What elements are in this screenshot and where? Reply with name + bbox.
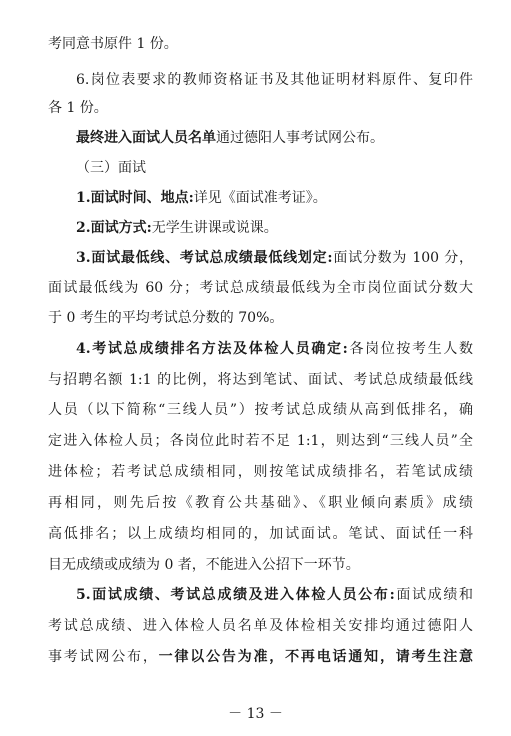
text-line: [48, 493, 473, 513]
text-line: [48, 308, 473, 328]
line-text: 考同意书原件 1 份。: [48, 36, 178, 52]
bold-heading: 1.面试时间、地点:: [76, 190, 194, 206]
line-text: 面试成绩和: [394, 587, 473, 603]
text-line: [76, 128, 473, 148]
line-text: 通过德阳人事考试网公布。: [216, 130, 384, 146]
line-text: 事考试网公布，: [48, 649, 159, 665]
bold-heading: 最终进入面试人员名单: [76, 130, 216, 146]
line-text: 6.岗位表要求的教师资格证书及其他证明材料原件、复印件: [76, 72, 473, 88]
line-text: 定进入体检人员；各岗位此时若不足 1:1，则达到“三线人员”全: [48, 433, 473, 449]
bold-notice: 一律以公告为准，不再电话通知，请考生注意: [158, 649, 473, 665]
line-text: 面试分数为 100 分，: [332, 250, 473, 266]
line-text: 各岗位按考生人数: [347, 341, 473, 357]
text-line: [48, 555, 473, 575]
line-text: 各 1 份。: [48, 100, 108, 116]
text-line: [48, 462, 473, 482]
text-line: [48, 98, 473, 118]
line-text: 进体检；若考试总成绩相同，则按笔试成绩排名，若笔试成绩: [48, 464, 473, 480]
text-line: [76, 188, 473, 208]
text-line: [48, 431, 473, 451]
bold-heading: 3.面试最低线、考试总成绩最低线划定:: [76, 250, 333, 266]
text-line: [76, 218, 473, 238]
line-text: 与招聘名额 1:1 的比例，将达到笔试、面试、考试总成绩最低线: [48, 372, 473, 388]
line-text: 再相同，则先后按《教育公共基础》、《职业倾向素质》成绩: [48, 495, 473, 511]
text-line: [48, 524, 473, 544]
line-text: 考试总成绩、进入体检人员名单及体检相关安排均通过德阳人: [48, 618, 473, 634]
text-line: [48, 616, 473, 636]
text-line: [48, 370, 473, 390]
text-line: [48, 400, 473, 420]
text-line: [76, 248, 473, 268]
text-line: [48, 278, 473, 298]
bold-heading: 4.考试总成绩排名方法及体检人员确定:: [76, 341, 348, 357]
text-line: [76, 70, 473, 90]
line-text: 详见《面试准考证》。: [193, 190, 327, 206]
text-line: [76, 339, 473, 359]
page-number: － 13 －: [228, 706, 283, 722]
line-text: 面试最低线为 60 分；考试总成绩最低线为全市岗位面试分数大: [48, 280, 473, 296]
section-heading: [76, 158, 473, 178]
text-line: [48, 34, 473, 54]
bold-heading: 5.面试成绩、考试总成绩及进入体检人员公布:: [76, 587, 395, 603]
line-text: 目无成绩或成绩为 0 者，不能进入公招下一环节。: [48, 557, 360, 573]
line-text: 无学生讲课或说课。: [151, 220, 278, 236]
line-text: 于 0 考生的平均考试总分数的 70%。: [48, 310, 284, 326]
line-text: 高低排名；以上成绩均相同的，加试面试。笔试、面试任一科: [48, 526, 473, 542]
line-text: 人员（以下简称“三线人员”）按考试总成绩从高到低排名，确: [48, 402, 473, 418]
line-text: （三）面试: [76, 160, 146, 176]
text-line: [48, 647, 473, 667]
text-line: [76, 585, 473, 605]
bold-heading: 2.面试方式:: [76, 220, 152, 236]
